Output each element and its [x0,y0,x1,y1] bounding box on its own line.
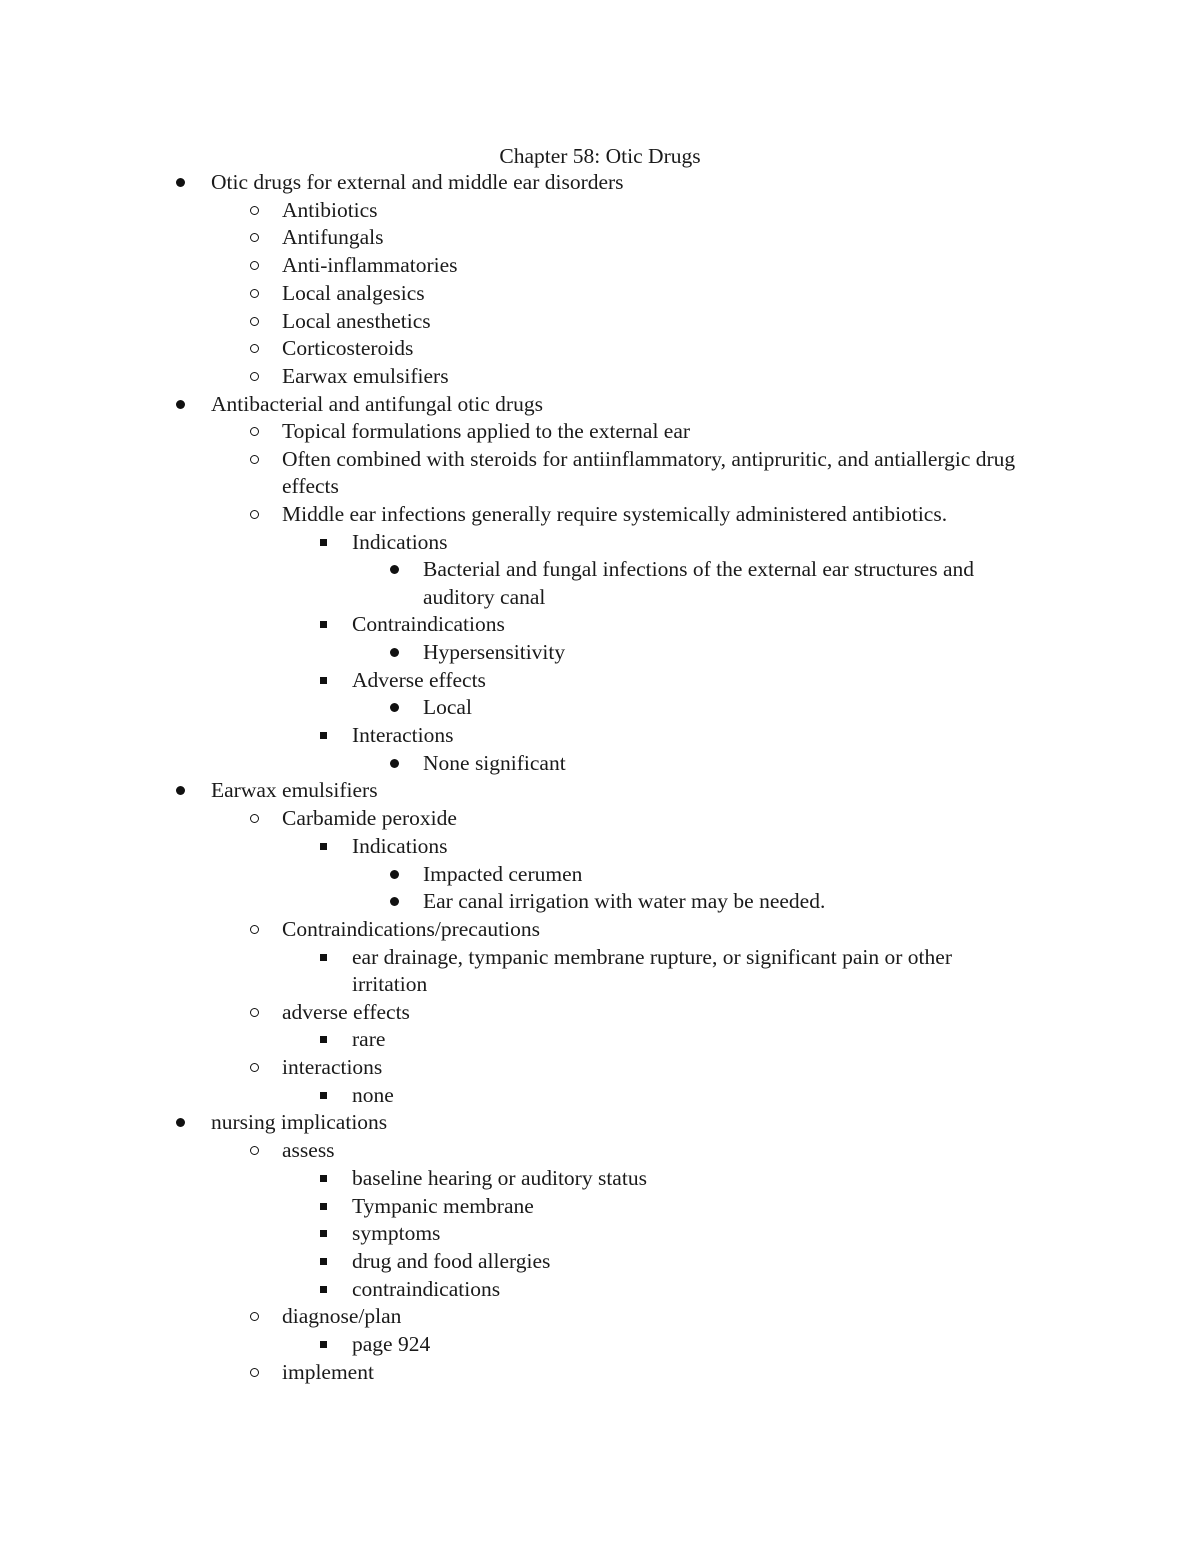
list-item-text: Antibacterial and antifungal otic drugs [211,391,543,416]
list-item-text: Local [423,695,472,720]
list-item [0,694,1200,721]
bullet-circle-icon [246,280,262,307]
list-item [0,363,1200,390]
list-item-text: Local anesthetics [282,308,431,333]
list-item [0,1220,1200,1247]
list-item-text: Interactions [352,723,454,748]
bullet-circle-icon [246,252,262,279]
list-item-text: Adverse effects [352,667,486,692]
bullet-disc-icon [386,639,402,666]
list-item [0,1276,1200,1303]
list-item-text: Often combined with steroids for antiinflammatory, antipruritic, and antiallergic drug effects [282,447,1016,499]
list-item-text: Otic drugs for external and middle ear disorders [211,170,624,194]
bullet-square-icon [315,1165,331,1192]
bullet-square-icon [315,833,331,860]
bullet-square-icon [315,1082,331,1109]
list-item [0,1026,1200,1053]
list-item [0,501,1200,528]
bullet-square-icon [315,1276,331,1303]
bullet-circle-icon [246,1303,262,1330]
list-item-text: baseline hearing or auditory status [352,1165,647,1190]
list-item [0,418,1200,445]
list-item [0,861,1200,888]
list-item-text: rare [352,1027,386,1052]
list-item-text: nursing implications [211,1110,388,1135]
list-item-text: Contraindications/precautions [282,916,540,941]
bullet-circle-icon [246,224,262,251]
list-item [0,722,1200,749]
list-item [0,1359,1200,1386]
list-item [0,944,1200,998]
list-item-text: Tympanic membrane [352,1193,534,1218]
list-item-text: Antifungals [282,225,384,250]
list-item [0,1248,1200,1275]
list-item-text: Local analgesics [282,280,425,305]
bullet-square-icon [315,1026,331,1053]
list-item-text: Earwax emulsifiers [282,363,449,388]
bullet-circle-icon [246,363,262,390]
list-item [0,1331,1200,1358]
bullet-square-icon [315,722,331,749]
bullet-circle-icon [246,1137,262,1164]
bullet-square-icon [315,529,331,556]
bullet-circle-icon [246,805,262,832]
list-item [0,611,1200,638]
list-item-text: ear drainage, tympanic membrane rupture, or significant pain or other irritation [352,944,952,996]
list-item [0,999,1200,1026]
list-item [0,169,1200,196]
list-item [0,280,1200,307]
list-item [0,667,1200,694]
list-item [0,1137,1200,1164]
bullet-square-icon [315,611,331,638]
list-item [0,1109,1200,1136]
bullet-disc-icon [172,391,188,418]
list-item [0,916,1200,943]
list-item-text: diagnose/plan [282,1304,402,1329]
bullet-disc-icon [386,750,402,777]
list-item-text: Impacted cerumen [423,861,583,886]
list-item-text: Earwax emulsifiers [211,778,378,803]
bullet-disc-icon [172,1109,188,1136]
list-item [0,529,1200,556]
list-item-text: contraindications [352,1276,501,1301]
list-item [0,1165,1200,1192]
list-item [0,197,1200,224]
bullet-square-icon [315,1193,331,1220]
list-item [0,224,1200,251]
list-item-text: Bacterial and fungal infections of the external ear structures and auditory canal [423,557,975,609]
bullet-circle-icon [246,446,262,473]
list-item-text: symptoms [352,1221,441,1246]
bullet-disc-icon [172,169,188,196]
bullet-circle-icon [246,197,262,224]
list-item-text: adverse effects [282,999,410,1024]
bullet-square-icon [315,1248,331,1275]
bullet-circle-icon [246,418,262,445]
list-item [0,639,1200,666]
list-item [0,308,1200,335]
list-item [0,777,1200,804]
list-item-text: interactions [282,1055,383,1079]
list-item [0,1054,1200,1081]
list-item-text: page 924 [352,1332,431,1357]
list-item-text: Corticosteroids [282,336,414,361]
bullet-square-icon [315,1331,331,1358]
page-title: Chapter 58: Otic Drugs [499,144,701,168]
list-item [0,1303,1200,1330]
bullet-circle-icon [246,335,262,362]
list-item [0,335,1200,362]
list-item-text: assess [282,1138,335,1163]
list-item [0,446,1200,500]
list-item-text: Contraindications [352,612,505,637]
list-item-text: drug and food allergies [352,1248,551,1273]
bullet-disc-icon [386,694,402,721]
list-item [0,833,1200,860]
list-item-text: Indications [352,529,448,554]
list-item [0,888,1200,915]
bullet-disc-icon [386,556,402,583]
bullet-circle-icon [246,501,262,528]
list-item-text: Ear canal irrigation with water may be needed. [423,889,826,914]
list-item [0,1193,1200,1220]
list-item [0,556,1200,610]
bullet-square-icon [315,667,331,694]
list-item-text: Hypersensitivity [423,639,566,664]
bullet-outline [0,169,1200,1386]
bullet-square-icon [315,1220,331,1247]
list-item [0,750,1200,777]
list-item-text: Antibiotics [282,197,378,222]
bullet-disc-icon [386,888,402,915]
list-item-text: implement [282,1359,374,1384]
list-item-text: Topical formulations applied to the external ear [282,419,691,444]
list-item [0,252,1200,279]
list-item-text: None significant [423,750,566,775]
bullet-square-icon [315,944,331,971]
bullet-circle-icon [246,916,262,943]
list-item-text: Carbamide peroxide [282,806,457,831]
list-item [0,1082,1200,1109]
list-item [0,391,1200,418]
list-item-text: none [352,1082,394,1107]
list-item-text: Indications [352,833,448,858]
bullet-circle-icon [246,999,262,1026]
list-item [0,805,1200,832]
bullet-disc-icon [172,777,188,804]
list-item-text: Middle ear infections generally require systemically administered antibiotics. [282,501,948,526]
bullet-circle-icon [246,1359,262,1386]
list-item-text: Anti-inflammatories [282,253,458,278]
bullet-circle-icon [246,1054,262,1081]
bullet-circle-icon [246,308,262,335]
bullet-disc-icon [386,861,402,888]
